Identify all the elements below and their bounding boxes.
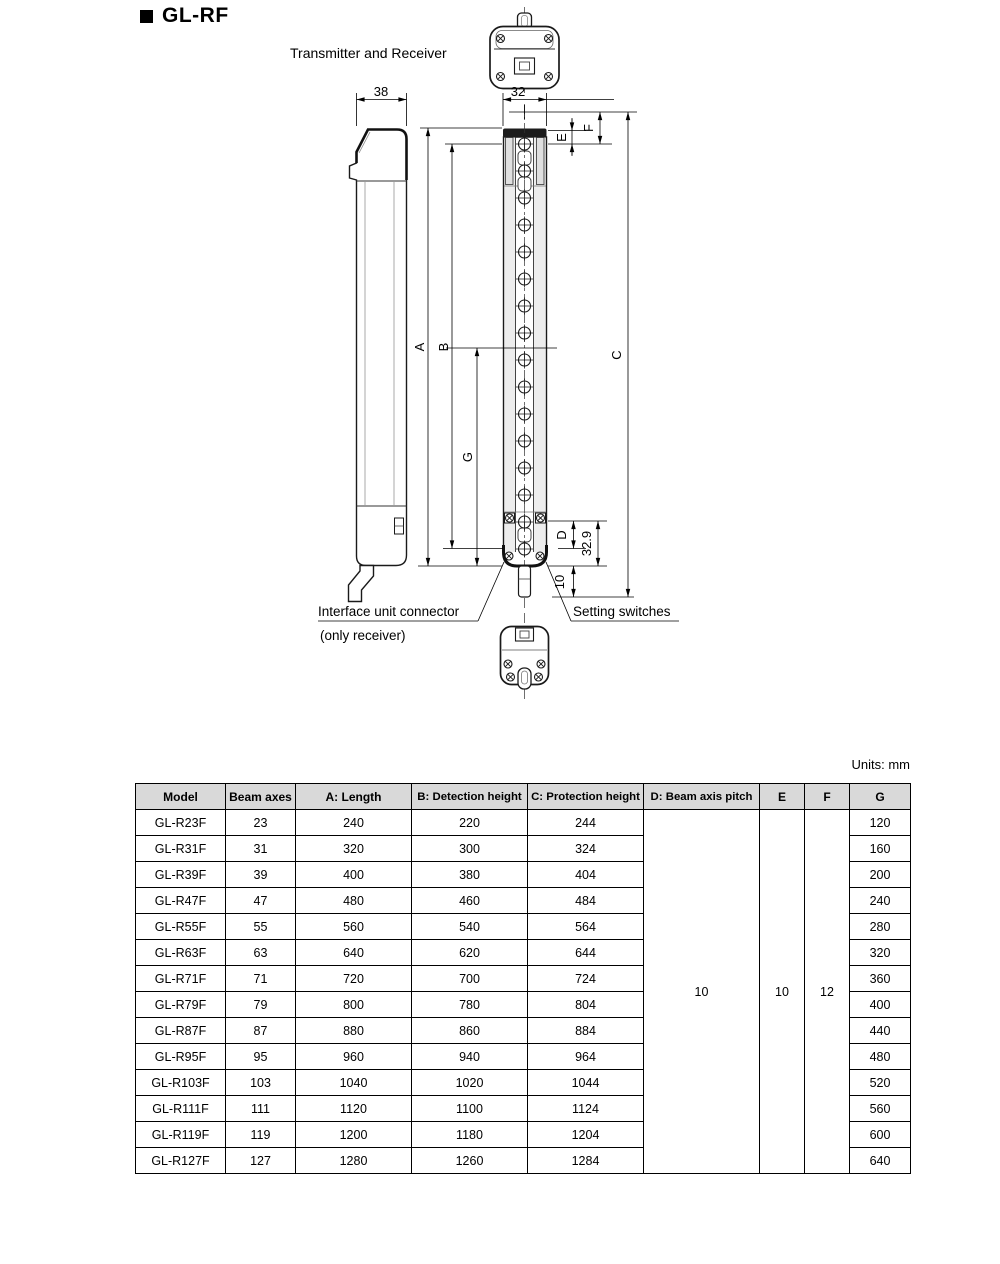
cell-g: 520 bbox=[850, 1070, 911, 1096]
cell-length: 720 bbox=[296, 966, 412, 992]
cell-protection-height: 644 bbox=[528, 940, 644, 966]
table-row bbox=[136, 810, 911, 836]
cell-length: 1120 bbox=[296, 1096, 412, 1122]
cell-protection-height: 324 bbox=[528, 836, 644, 862]
cell-model: GL-R127F bbox=[136, 1148, 226, 1174]
cell-model: GL-R23F bbox=[136, 810, 226, 836]
cell-beam-axes: 111 bbox=[226, 1096, 296, 1122]
cell-model: GL-R87F bbox=[136, 1018, 226, 1044]
table-header-row bbox=[136, 784, 911, 810]
cell-model: GL-R95F bbox=[136, 1044, 226, 1070]
cell-protection-height: 1124 bbox=[528, 1096, 644, 1122]
col-beam-axes: Beam axes bbox=[226, 784, 296, 810]
cell-model: GL-R79F bbox=[136, 992, 226, 1018]
dimension-drawing bbox=[300, 0, 690, 715]
col-g: G bbox=[850, 784, 911, 810]
dim-32-9-label: 32.9 bbox=[579, 530, 594, 557]
dim-D bbox=[554, 521, 574, 549]
cell-detection-height: 700 bbox=[412, 966, 528, 992]
cell-detection-height: 300 bbox=[412, 836, 528, 862]
cell-protection-height: 1204 bbox=[528, 1122, 644, 1148]
callout-setting-switches bbox=[546, 562, 679, 621]
cell-model: GL-R55F bbox=[136, 914, 226, 940]
dim-10 bbox=[552, 566, 574, 597]
cell-detection-height: 1180 bbox=[412, 1122, 528, 1148]
cell-e: 10 bbox=[760, 810, 805, 1174]
cell-protection-height: 244 bbox=[528, 810, 644, 836]
cell-g: 360 bbox=[850, 966, 911, 992]
cell-length: 320 bbox=[296, 836, 412, 862]
dim-B bbox=[436, 144, 452, 549]
col-f: F bbox=[805, 784, 850, 810]
cell-g: 440 bbox=[850, 1018, 911, 1044]
cell-length: 240 bbox=[296, 810, 412, 836]
cell-g: 600 bbox=[850, 1122, 911, 1148]
cell-g: 120 bbox=[850, 810, 911, 836]
cell-g: 160 bbox=[850, 836, 911, 862]
col-model: Model bbox=[136, 784, 226, 810]
cell-beam-axes: 95 bbox=[226, 1044, 296, 1070]
cell-g: 280 bbox=[850, 914, 911, 940]
dim-32 bbox=[503, 84, 614, 126]
cell-protection-height: 1284 bbox=[528, 1148, 644, 1174]
dim-C bbox=[609, 112, 628, 597]
dim-38-label: 38 bbox=[373, 84, 389, 99]
section-header bbox=[140, 4, 229, 28]
pigtail-cable bbox=[349, 566, 374, 602]
section-bullet-icon bbox=[140, 10, 153, 23]
cell-beam-axis-pitch: 10 bbox=[644, 810, 760, 1174]
cell-g: 200 bbox=[850, 862, 911, 888]
top-section-view bbox=[490, 7, 559, 96]
connector-stub bbox=[519, 566, 531, 597]
cell-length: 1200 bbox=[296, 1122, 412, 1148]
cell-detection-height: 220 bbox=[412, 810, 528, 836]
cell-beam-axes: 63 bbox=[226, 940, 296, 966]
dim-d-label: D bbox=[554, 530, 569, 540]
dim-F bbox=[581, 112, 600, 144]
front-view bbox=[503, 104, 547, 608]
cell-protection-height: 804 bbox=[528, 992, 644, 1018]
cell-detection-height: 940 bbox=[412, 1044, 528, 1070]
cell-model: GL-R47F bbox=[136, 888, 226, 914]
cell-detection-height: 1020 bbox=[412, 1070, 528, 1096]
cell-detection-height: 780 bbox=[412, 992, 528, 1018]
dim-e-label: E bbox=[554, 133, 569, 142]
cell-beam-axes: 71 bbox=[226, 966, 296, 992]
dim-E bbox=[554, 118, 572, 156]
cell-length: 800 bbox=[296, 992, 412, 1018]
cell-length: 480 bbox=[296, 888, 412, 914]
cell-beam-axes: 23 bbox=[226, 810, 296, 836]
cell-g: 560 bbox=[850, 1096, 911, 1122]
cell-detection-height: 860 bbox=[412, 1018, 528, 1044]
interface-connector-label: Interface unit connector bbox=[318, 604, 460, 619]
cell-detection-height: 540 bbox=[412, 914, 528, 940]
side-view bbox=[349, 130, 407, 602]
setting-switches-label: Setting switches bbox=[573, 604, 671, 619]
cell-beam-axes: 119 bbox=[226, 1122, 296, 1148]
units-label: Units: mm bbox=[851, 757, 910, 772]
cell-g: 320 bbox=[850, 940, 911, 966]
dim-32-label: 32 bbox=[510, 84, 526, 99]
cell-model: GL-R119F bbox=[136, 1122, 226, 1148]
cell-protection-height: 1044 bbox=[528, 1070, 644, 1096]
cell-beam-axes: 79 bbox=[226, 992, 296, 1018]
cell-detection-height: 460 bbox=[412, 888, 528, 914]
dim-38 bbox=[357, 84, 407, 126]
cell-beam-axes: 103 bbox=[226, 1070, 296, 1096]
col-detection-height: B: Detection height bbox=[412, 784, 528, 810]
drawing-caption: Transmitter and Receiver bbox=[290, 45, 447, 61]
dim-a-label: A bbox=[412, 342, 427, 352]
cell-protection-height: 724 bbox=[528, 966, 644, 992]
cell-length: 400 bbox=[296, 862, 412, 888]
dim-f-label: F bbox=[581, 124, 596, 132]
cell-length: 880 bbox=[296, 1018, 412, 1044]
spec-table bbox=[135, 783, 911, 1174]
interface-connector-note: (only receiver) bbox=[320, 628, 406, 643]
cell-length: 960 bbox=[296, 1044, 412, 1070]
cell-length: 1280 bbox=[296, 1148, 412, 1174]
cell-model: GL-R63F bbox=[136, 940, 226, 966]
dim-G bbox=[460, 348, 477, 566]
cell-beam-axes: 87 bbox=[226, 1018, 296, 1044]
cell-model: GL-R31F bbox=[136, 836, 226, 862]
cell-protection-height: 404 bbox=[528, 862, 644, 888]
cell-model: GL-R103F bbox=[136, 1070, 226, 1096]
cell-detection-height: 620 bbox=[412, 940, 528, 966]
bottom-section-view bbox=[501, 613, 549, 700]
col-beam-axis-pitch: D: Beam axis pitch bbox=[644, 784, 760, 810]
cell-protection-height: 964 bbox=[528, 1044, 644, 1070]
col-protection-height: C: Protection height bbox=[528, 784, 644, 810]
cell-detection-height: 1100 bbox=[412, 1096, 528, 1122]
cell-g: 240 bbox=[850, 888, 911, 914]
cell-protection-height: 884 bbox=[528, 1018, 644, 1044]
cell-model: GL-R39F bbox=[136, 862, 226, 888]
page-title: GL-RF bbox=[162, 4, 229, 27]
cell-g: 400 bbox=[850, 992, 911, 1018]
cell-length: 1040 bbox=[296, 1070, 412, 1096]
cell-protection-height: 484 bbox=[528, 888, 644, 914]
col-e: E bbox=[760, 784, 805, 810]
cell-beam-axes: 39 bbox=[226, 862, 296, 888]
callout-interface-connector bbox=[318, 562, 504, 643]
dim-g-label: G bbox=[460, 451, 475, 463]
cell-detection-height: 380 bbox=[412, 862, 528, 888]
cell-detection-height: 1260 bbox=[412, 1148, 528, 1174]
cell-model: GL-R71F bbox=[136, 966, 226, 992]
col-length: A: Length bbox=[296, 784, 412, 810]
cell-f: 12 bbox=[805, 810, 850, 1174]
cell-length: 640 bbox=[296, 940, 412, 966]
cell-g: 640 bbox=[850, 1148, 911, 1174]
cell-beam-axes: 127 bbox=[226, 1148, 296, 1174]
cell-beam-axes: 55 bbox=[226, 914, 296, 940]
dim-32-9 bbox=[579, 521, 598, 566]
dim-b-label: B bbox=[436, 342, 451, 352]
cell-length: 560 bbox=[296, 914, 412, 940]
cell-beam-axes: 47 bbox=[226, 888, 296, 914]
cell-beam-axes: 31 bbox=[226, 836, 296, 862]
cell-g: 480 bbox=[850, 1044, 911, 1070]
dim-10-label: 10 bbox=[552, 574, 567, 590]
cell-protection-height: 564 bbox=[528, 914, 644, 940]
dim-c-label: C bbox=[609, 350, 624, 360]
dim-A bbox=[412, 128, 428, 566]
cell-model: GL-R111F bbox=[136, 1096, 226, 1122]
